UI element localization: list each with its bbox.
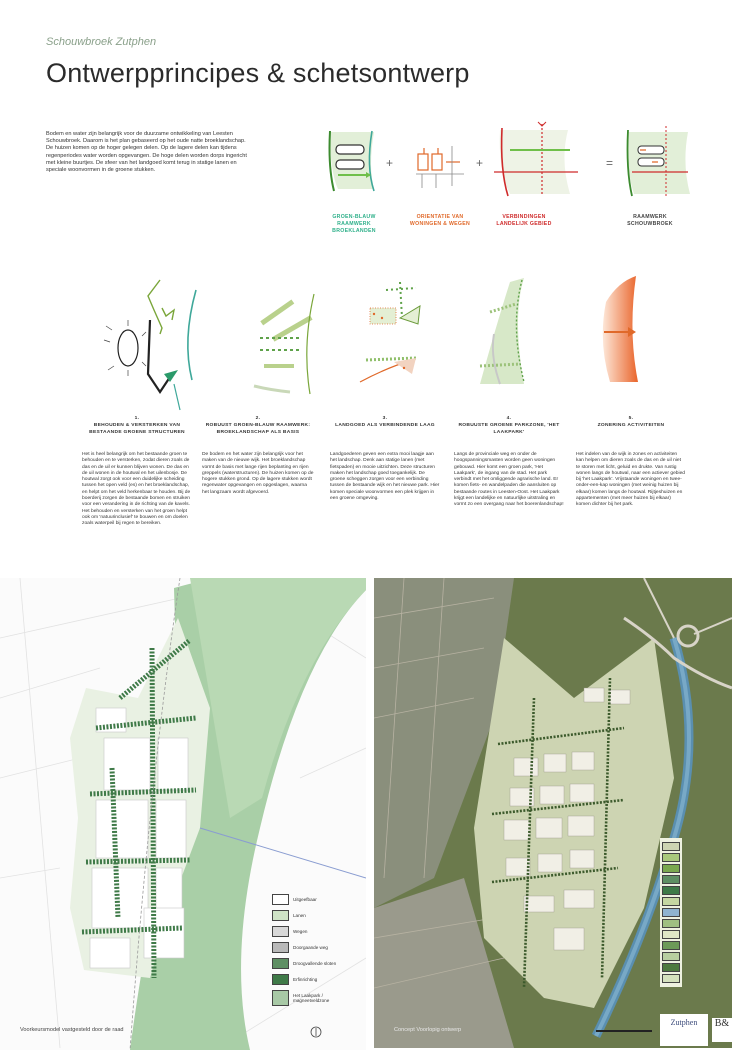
page-title: Ontwerpprincipes & schetsontwerp <box>46 58 470 88</box>
diagram-raamwerk <box>622 124 694 202</box>
intro-text: Bodem en water zijn belangrijk voor de duurzame ontwikkeling van Leesten Schouwbroek. Daarom is het plan gebaseerd op het oude natte broeklandschap. De huizen komen op de hoger gelegen delen. Op de lagere delen kan tijdens regenperiodes water worden opgevangen. De hoge delen worden dorps ingericht met kleine buurtjes. De sfeer van het landgoed komt terug in statige lanen en speciale woonvormen in de groene stukken. <box>46 131 247 174</box>
legend-item-laakpark: Het Laakpark / magneetveldzone <box>272 990 348 1006</box>
label-groen-blauw: GROEN-BLAUW RAAMWERK BROEKLANDEN <box>332 214 376 234</box>
kicker: Schouwbroek Zutphen <box>46 36 157 48</box>
diagram-verbindingen <box>490 120 582 202</box>
plus-operator-1: + <box>386 156 394 170</box>
legend-item-uitgeefbaar: Uitgeefbaar <box>272 894 348 905</box>
principle-2-diagram <box>250 286 320 398</box>
diagram-groen-blauw <box>328 127 376 197</box>
label-orientatie: ORIENTATIE VAN WONINGEN & WEGEN <box>409 214 471 227</box>
legend-item-sloten: Droogvallende sloten <box>272 958 348 969</box>
logo-zutphen: Zutphen <box>660 1014 708 1046</box>
principle-5-number: 5. <box>628 416 634 421</box>
principle-5-title: ZONERING ACTIVITEITEN <box>597 423 665 428</box>
principle-5-diagram <box>592 272 652 388</box>
principle-2-text: De bodem en het water zijn belangrijk voor het maken van de nieuwe wijk. Het broeklandschap vormt de basis met lange rijen beplanting en rijen greppels (waterstructuren). De huizen komen op de hogere stukken grond. Op de lagere stukken wordt regenwater opgevangen en opgeslagen, waarna het langzaam wordt afgevoerd. <box>202 452 314 495</box>
caption-voorlopig-ontwerp: Concept Voorlopig ontwerp <box>394 1027 462 1033</box>
principle-1-text: Het is heel belangrijk om het bestaande groen te behouden en te versterken, zodat dieren zoals de das en de uil er kunnen blijven wonen. De das en de uil wonen in de houtwal en het uilenbosje. De houtwal zorgt ook voor een duidelijke scheiding tussen het open veld (es) en het broeklandschap, en helpt om het veld herkenbaar te houden. Bij de boerderij zorgen de bestaande bomen en struiken voor een verandering in de richting van de kavels. Het behouden en versterken van het groen helpt ook om 'natuurinclusief' te bouwen en om doelen zoals waterpeil bij regen te bereiken. <box>82 452 191 527</box>
legend-item-wegen: Wegen <box>272 926 348 937</box>
principle-3-diagram <box>356 278 428 390</box>
logo-bureau: B& <box>712 1018 732 1042</box>
equals-operator: = <box>606 156 614 170</box>
north-arrow-icon <box>310 1026 322 1038</box>
principle-1-title: BEHOUDEN & VERSTERKEN VAN BESTAANDE GROENE STRUCTUREN <box>89 423 185 435</box>
diagram-orientatie <box>412 138 468 194</box>
principle-2-title: ROBUUST GROEN-BLAUW RAAMWERK: BROEKLANDSCHAP ALS BASIS <box>205 423 311 435</box>
principle-3-number: 3. <box>382 416 388 421</box>
plus-operator-2: + <box>476 156 484 170</box>
legend-item-erfinrichting: Erfinrichting <box>272 974 348 985</box>
legend <box>272 894 348 1011</box>
label-verbindingen: VERBINDINGEN LANDELIJK GEBIED <box>496 214 552 227</box>
principle-4-diagram <box>470 276 550 388</box>
principle-1-diagram <box>102 270 198 412</box>
legend-item-doorgaande-weg: Doorgaande weg <box>272 942 348 953</box>
principle-3-title: LANDGOED ALS VERBINDENDE LAAG <box>335 423 435 428</box>
principle-2-number: 2. <box>255 416 261 421</box>
caption-voorkeursmodel: Voorkeursmodel vastgesteld door de raad <box>20 1027 124 1033</box>
scale-bar <box>596 1030 652 1032</box>
principle-5-text: Het indelen van de wijk in zones en activiteiten kan helpen om dieren zoals de das en de uil niet te storen met licht, geluid en drukte. Van rustig wonen langs de houtwal, naar een actiever gebied bij 'het Laakpark'. Vrijstaande woningen en twee-onder-een-kap woningen (met weinig huizen bij elkaar) komen langs de houtwal. Rijtjeshuizen en appartementen (met meer huizen bij elkaar) komen dichter bij het park. <box>576 452 686 508</box>
principle-4-title: ROBUUSTE GROENE PARKZONE, 'HET LAAKPARK' <box>458 423 560 435</box>
aerial-legend <box>660 838 682 987</box>
principle-4-text: Langs de provinciale weg en onder de hoogspanningsmasten worden geen woningen gebouwd. Hier komt een groen park, 'Het Laakpark', de ingang van de stad. Het park verbindt met het omliggende agrarische land. Er komen fiets- en wandelpaden die aansluiten op bestaande routes in Leesten-Oost. Het Laakpark krijgt een landelijke en natuurlijke uitstraling en vormt zo een overgang naar het boerenlandschap! <box>454 452 564 508</box>
legend-item-lanen: Lanen <box>272 910 348 921</box>
principle-1-number: 1. <box>134 416 140 421</box>
principle-4-number: 4. <box>506 416 512 421</box>
principle-3-text: Landgoederen geven een extra mooi laagje aan het landschap. Denk aan statige lanen (met fietspaden) en mooie uitzichten. Deze structuren maken het landschap goed toegankelijk. De groene scheggen zorgen voor een verbinding tussen de bestaande wijk en het nieuwe park. Hier komen speciale woonvormen een plek krijgen in een groene omgeving. <box>330 452 440 502</box>
label-raamwerk: RAAMWERK SCHOUWBROEK <box>627 214 673 227</box>
